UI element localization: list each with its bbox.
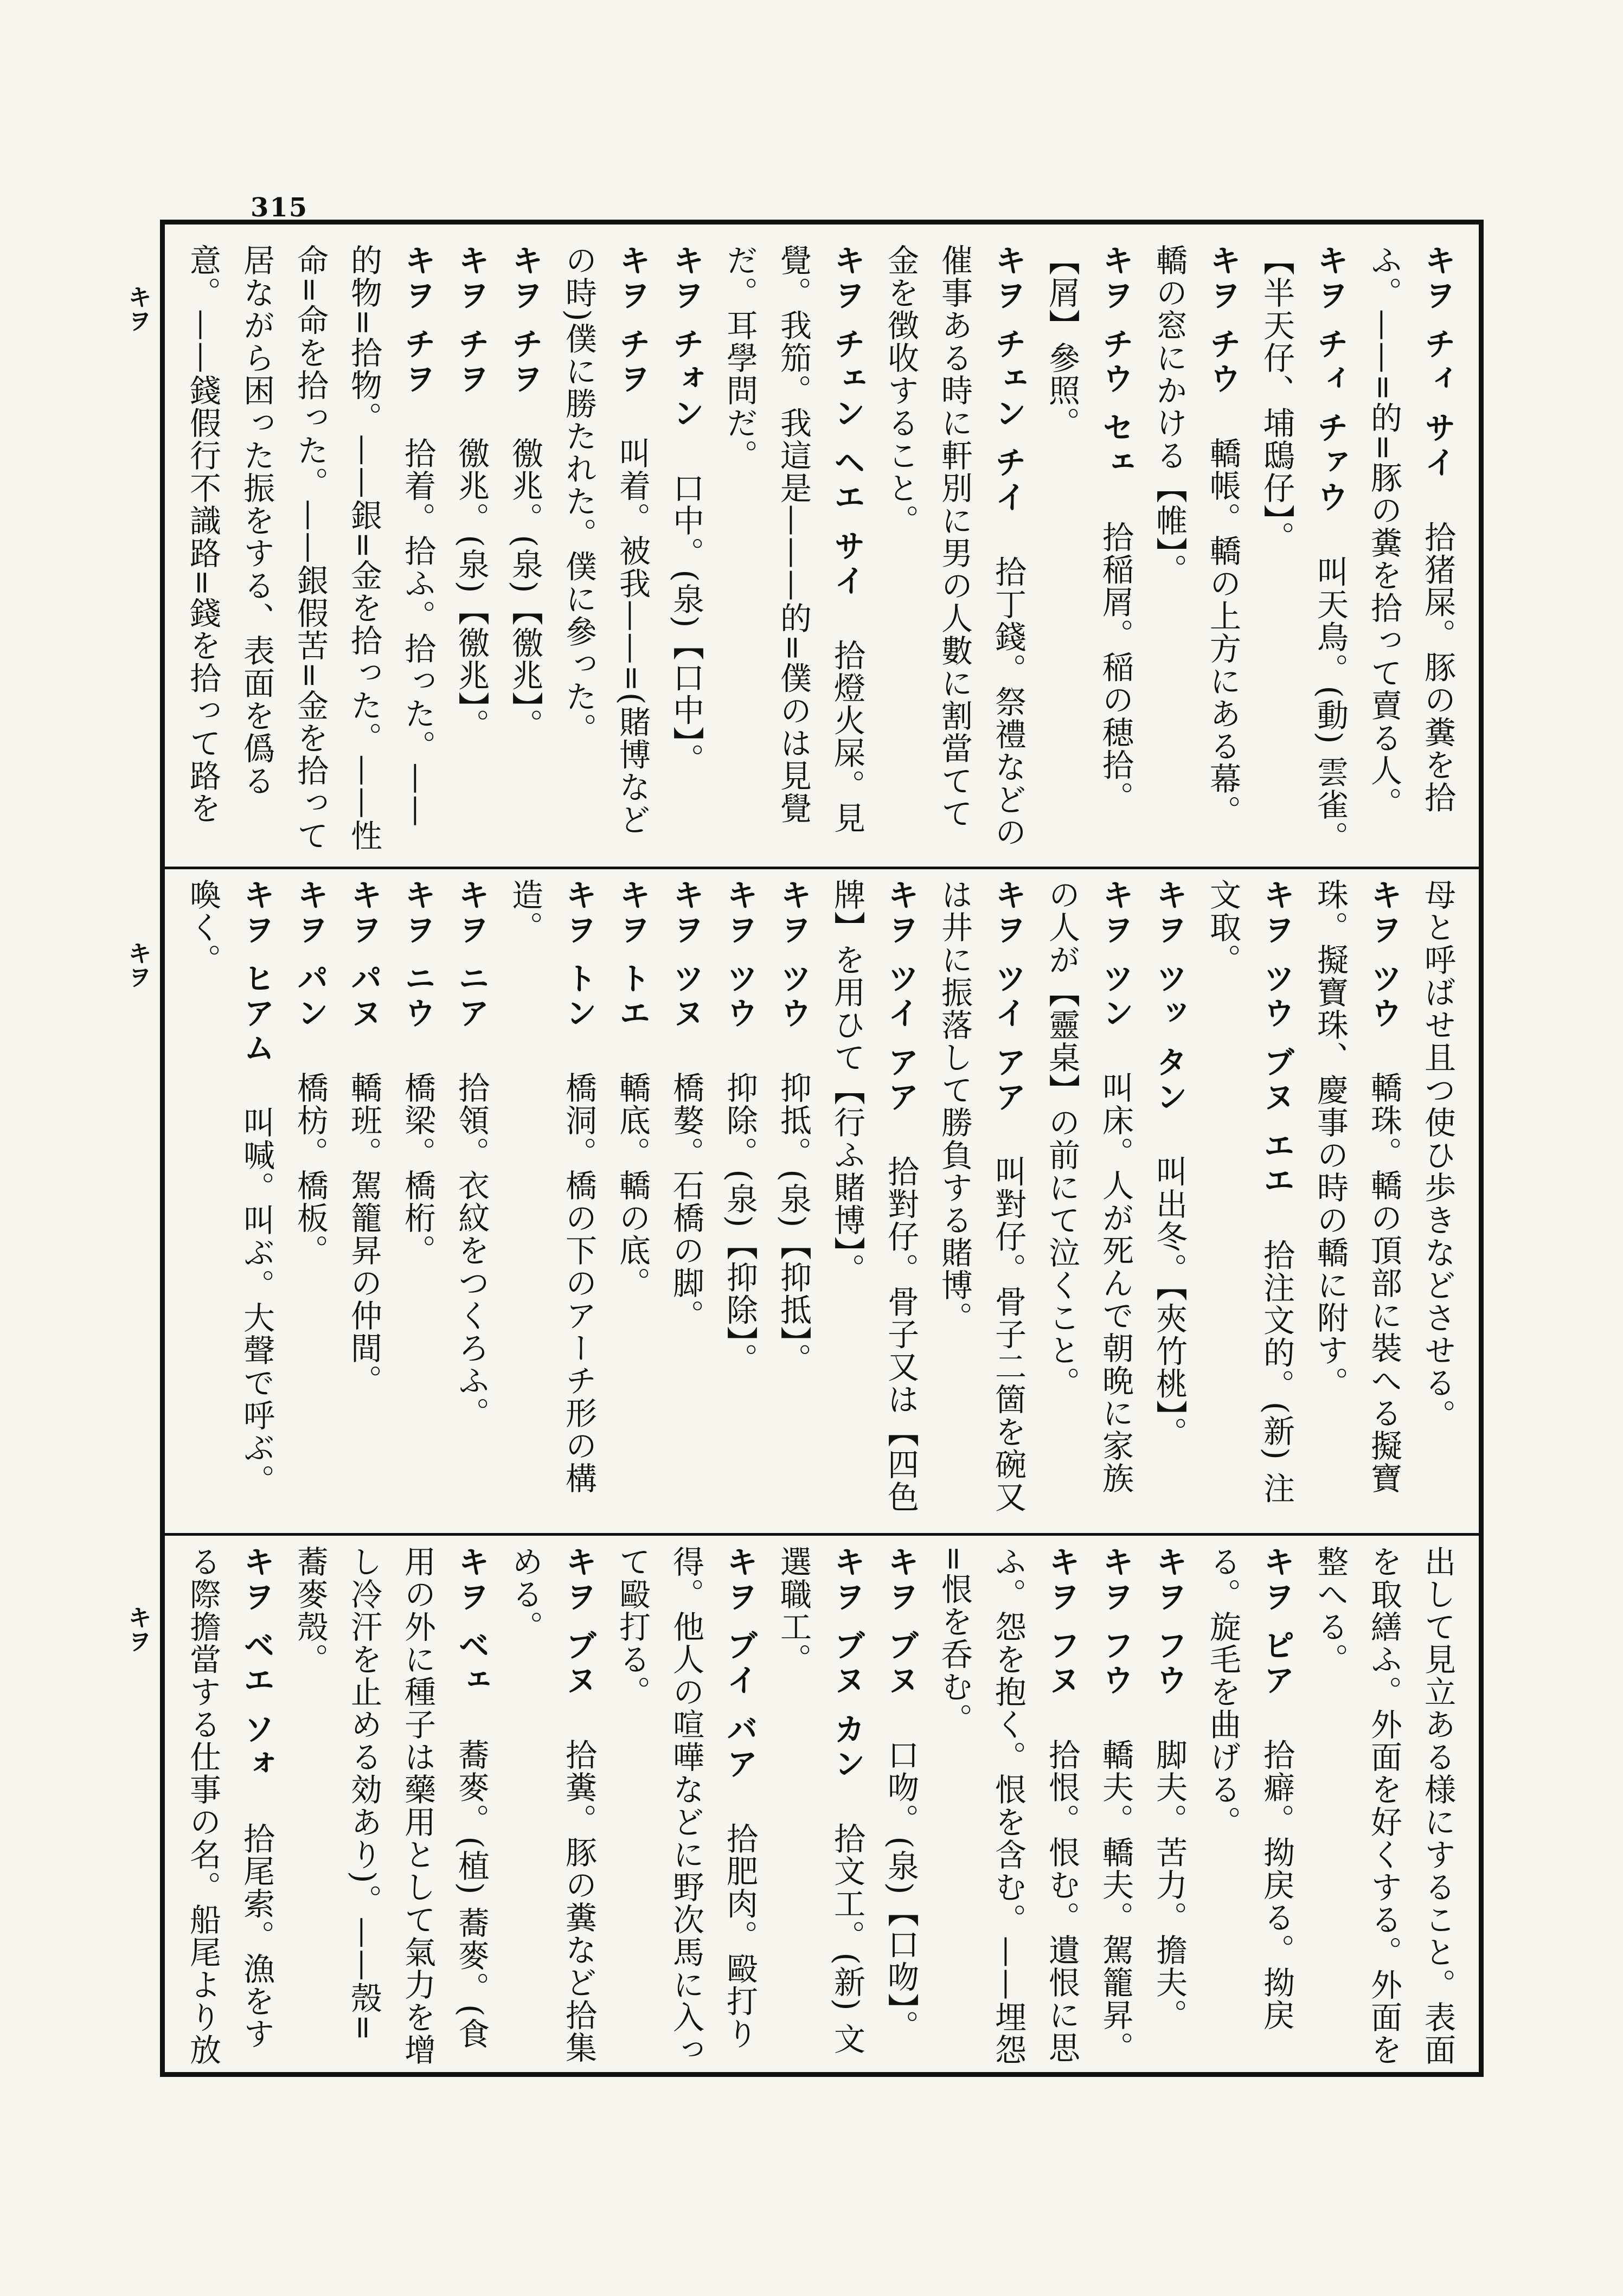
section-divider xyxy=(160,1533,1484,1536)
entry-definition: 拾領。衣紋をつくろふ。 xyxy=(453,1072,490,1430)
entry-headword: キヲ チウ セェ xyxy=(1097,244,1134,481)
dictionary-entry xyxy=(184,1545,283,2066)
dictionary-entry xyxy=(927,878,1035,1524)
dictionary-entry xyxy=(1142,1545,1196,2066)
dictionary-block-bottom xyxy=(184,1545,1464,2066)
entry-definition: 出して見立ある様にすること。表面を取繕ふ。外面を好くする。外面を整へる。 xyxy=(1312,1545,1456,2066)
dictionary-entry xyxy=(820,878,927,1524)
dictionary-entry xyxy=(1142,244,1249,857)
entry-headword: キヲ ツイ アア xyxy=(882,878,919,1115)
entry-definition: 抑除。(泉)【抑除】。 xyxy=(721,1072,758,1376)
dictionary-entry xyxy=(283,1545,498,2066)
dictionary-entry xyxy=(1357,244,1464,857)
entry-headword: キヲ ブイ バア xyxy=(721,1545,758,1782)
entry-definition: 拾注文的。(新) 注文取。 xyxy=(1204,878,1295,1505)
entry-definition: 拾癖。拗戻る。拗戻る。旋毛を曲げる。 xyxy=(1204,1545,1295,2032)
dictionary-entry xyxy=(1303,1545,1464,2066)
entry-headword: キヲ チヲ xyxy=(506,244,543,397)
entry-definition: 橋梁。橋桁。 xyxy=(399,1072,436,1267)
entry-definition: 拾燈火屎。見覺。我笳。我這是———的=僕のは見覺だ。耳學問だ。 xyxy=(721,244,865,835)
dictionary-entry xyxy=(659,878,713,1524)
entry-definition: 拾對仔。骨子又は【四色牌】を用ひて【行ふ賭博】。 xyxy=(829,878,919,1513)
dictionary-entry xyxy=(390,878,444,1524)
entry-headword: キヲ ツウ xyxy=(1365,878,1402,1032)
dictionary-entry xyxy=(766,1545,874,2066)
entry-definition: 拾恨。恨む。遺恨に思ふ。怨を抱く。恨を含む。——埋怨=恨を呑む。 xyxy=(936,1545,1080,2066)
entry-definition: 轎夫。轎夫。駕籠昇。 xyxy=(1097,1739,1134,2064)
entry-headword: キヲ パヌ xyxy=(345,878,382,1032)
entry-definition: 拾稲屑。稲の穂拾。【屑】參照。 xyxy=(1043,244,1134,814)
dictionary-entry xyxy=(551,244,659,857)
entry-headword: キヲ ブヌ カン xyxy=(829,1545,865,1782)
entry-definition: 拾猪屎。豚の糞を拾ふ。——=的=豚の糞を拾って賣る人。 xyxy=(1365,244,1456,820)
dictionary-entry xyxy=(337,878,390,1524)
entry-definition: 叫出冬。【夾竹桃】。 xyxy=(1151,1155,1188,1450)
entry-definition: 拾丁錢。祭禮などの催事ある時に軒別に男の人數に割當てて金を徴收すること。 xyxy=(882,244,1027,849)
entry-headword: キヲ ヒアム xyxy=(238,878,275,1067)
entry-headword: キヲ ツッ タン xyxy=(1151,878,1188,1115)
dictionary-entry xyxy=(874,1545,927,2066)
entry-headword: キヲ チィ チァウ xyxy=(1312,244,1349,516)
entry-definition: 叫天鳥。(動) 雲雀。【半天仔、埔鴟仔】。 xyxy=(1258,244,1349,854)
dictionary-entry xyxy=(444,878,498,1524)
entry-headword: キヲ チィ サイ xyxy=(1419,244,1456,481)
page-number: 315 xyxy=(251,193,309,223)
entry-definition: 口中。(泉)【口中】。 xyxy=(668,472,704,776)
entry-definition: 橋洞。橋の下のアーチ形の構造。 xyxy=(506,878,597,1495)
entry-headword: キヲ チヲ xyxy=(614,244,651,397)
dictionary-entry xyxy=(713,244,874,857)
entry-definition: 叫對仔。骨子二箇を碗又は井に振落して勝負する賭博。 xyxy=(936,878,1027,1513)
entry-definition: 橋嫯。石橋の脚。 xyxy=(668,1072,704,1332)
entry-definition: 拾着。拾ふ。拾った。——的物=拾物。——銀=金を拾った。——性命=命を拾った。——銀假苦=金を拾って居ながら困った振をする、表面を僞る意。——錢假行不識路=錢を拾って路を xyxy=(184,244,436,852)
entry-definition: 拾糞。豚の糞など拾集める。 xyxy=(506,1545,597,2064)
entry-headword: キヲ ツヌ xyxy=(668,878,704,1032)
entry-headword: キヲ ツウ xyxy=(775,878,812,1032)
dictionary-entry xyxy=(444,244,498,857)
side-label: キヲ xyxy=(124,1605,151,1653)
entry-definition: 脚夫。苦力。擔夫。 xyxy=(1151,1739,1188,2032)
entry-definition: 叫喊。叫ぶ。大聲で呼ぶ。喚く。 xyxy=(184,878,275,1497)
entry-headword: キヲ ブヌ xyxy=(560,1545,597,1699)
entry-definition: 叫着。被我——=(賭博などの時)僕に勝たれた。僕に參った。 xyxy=(560,244,651,836)
dictionary-entry xyxy=(498,1545,605,2066)
dictionary-entry xyxy=(874,244,1035,857)
dictionary-entry xyxy=(1035,244,1142,857)
entry-headword: キヲ ニウ xyxy=(399,878,436,1032)
entry-headword: キヲ トエ xyxy=(614,878,651,1032)
dictionary-entry xyxy=(1196,1545,1303,2066)
dictionary-entry xyxy=(605,878,659,1524)
dictionary-entry xyxy=(1303,878,1410,1524)
entry-definition: 口吻。(泉)【口吻】。 xyxy=(882,1739,919,2043)
entry-definition: 轎帳。轎の上方にある幕。轎の窓にかける【帷】。 xyxy=(1151,244,1241,828)
entry-headword: キヲ チォン xyxy=(668,244,704,432)
side-label: キヲ xyxy=(124,941,151,989)
side-label: キヲ xyxy=(124,285,151,332)
entry-headword: キヲ ベエ ソォ xyxy=(238,1545,275,1782)
dictionary-entry xyxy=(1196,878,1303,1524)
entry-headword: キヲ フヌ xyxy=(1043,1545,1080,1699)
entry-definition: 蕎麥。(植) 蕎麥。(食用の外に種子は藥用として氣力を增し冷汗を止める効あり)。——殼=蕎麥殼。 xyxy=(292,1545,490,2066)
section-divider xyxy=(160,867,1484,869)
dictionary-entry xyxy=(659,244,713,857)
entry-definition: 叫床。人が死んで朝晩に家族の人が【靈桌】の前にて泣くこと。 xyxy=(1043,878,1134,1495)
entry-definition: 徼兆。(泉)【徼兆】。 xyxy=(506,437,543,741)
entry-definition: 轎班。駕籠昇の仲間。 xyxy=(345,1072,382,1397)
entry-headword: キヲ ツン xyxy=(1097,878,1134,1032)
entry-definition: 拾文工。(新) 文選職工。 xyxy=(775,1545,865,2056)
dictionary-entry xyxy=(605,1545,766,2066)
entry-headword: キヲ ツイ アア xyxy=(990,878,1027,1115)
entry-definition: 徼兆。(泉)【徼兆】。 xyxy=(453,437,490,741)
dictionary-entry xyxy=(1249,244,1357,857)
entry-definition: 抑抵。(泉)【抑抵】。 xyxy=(775,1072,812,1376)
dictionary-entry xyxy=(1142,878,1196,1524)
entry-definition: 拾肥肉。毆打り得。他人の喧嘩などに野次馬に入って毆打る。 xyxy=(614,1545,758,2066)
entry-headword: キヲ フウ xyxy=(1151,1545,1188,1699)
entry-headword: キヲ チェン ヘエ サイ xyxy=(829,244,865,599)
dictionary-entry xyxy=(713,878,766,1524)
entry-headword: キヲ ピア xyxy=(1258,1545,1295,1699)
entry-headword: キヲ パン xyxy=(292,878,329,1032)
entry-headword: キヲ ベェ xyxy=(453,1545,490,1699)
entry-headword: キヲ ブヌ xyxy=(882,1545,919,1699)
dictionary-entry xyxy=(1035,878,1142,1524)
entry-headword: キヲ ツウ xyxy=(721,878,758,1032)
dictionary-entry xyxy=(1410,878,1464,1524)
entry-definition: 母と呼ばせ且つ使ひ歩きなどさせる。 xyxy=(1419,878,1456,1432)
entry-definition: 轎珠。轎の頂部に裝へる擬寶珠。擬寶珠、慶事の時の轎に附す。 xyxy=(1312,878,1402,1495)
dictionary-entry xyxy=(184,878,283,1524)
entry-definition: 橋枋。橋板。 xyxy=(292,1072,329,1267)
entry-headword: キヲ チェン チイ xyxy=(990,244,1027,516)
dictionary-entry xyxy=(184,244,444,857)
dictionary-block-top xyxy=(184,244,1464,857)
dictionary-entry xyxy=(1088,1545,1142,2066)
entry-definition: 拾尾索。漁をする際擔當する仕事の名。船尾より放 xyxy=(184,1545,275,2066)
entry-headword: キヲ チヲ xyxy=(453,244,490,397)
dictionary-entry xyxy=(283,878,337,1524)
entry-headword: キヲ ツウ ブヌ エエ xyxy=(1258,878,1295,1199)
entry-headword: キヲ トン xyxy=(560,878,597,1032)
entry-definition: 轎底。轎の底。 xyxy=(614,1072,651,1300)
entry-headword: キヲ ニア xyxy=(453,878,490,1032)
dictionary-entry xyxy=(927,1545,1088,2066)
dictionary-entry xyxy=(766,878,820,1524)
entry-headword: キヲ チウ xyxy=(1204,244,1241,397)
dictionary-entry xyxy=(498,244,551,857)
entry-headword: キヲ チヲ xyxy=(399,244,436,397)
dictionary-entry xyxy=(498,878,605,1524)
entry-headword: キヲ フウ xyxy=(1097,1545,1134,1699)
dictionary-block-middle xyxy=(184,878,1464,1524)
